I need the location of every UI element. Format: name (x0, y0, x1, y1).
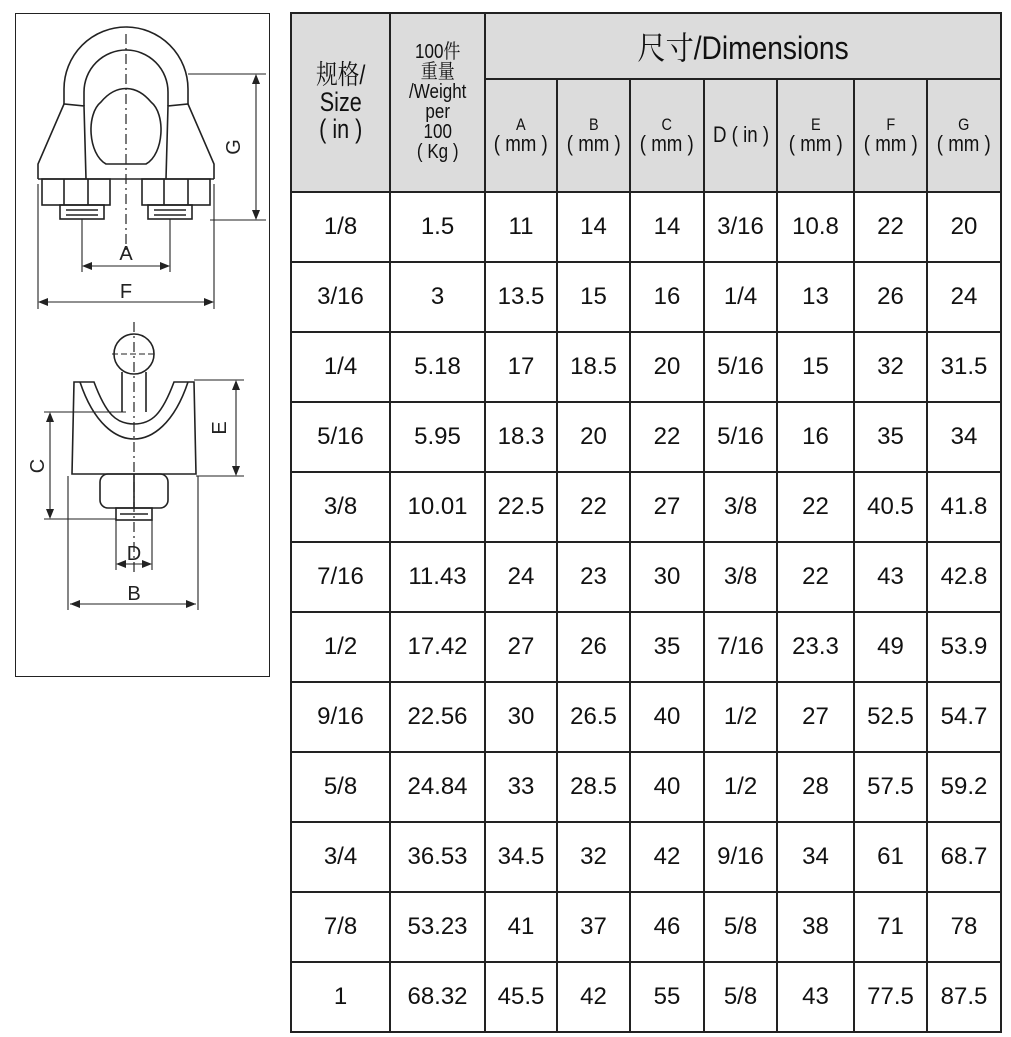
table-cell: 32 (854, 332, 927, 402)
table-row (291, 612, 1001, 682)
unit-header-letter: A (516, 114, 526, 134)
table-row (291, 752, 1001, 822)
table-cell: 20 (927, 192, 1001, 262)
unit-header-unit: ( mm ) (937, 130, 992, 156)
table-cell: 27 (777, 682, 854, 752)
header-weight (390, 13, 485, 192)
table-cell: 34.5 (485, 822, 557, 892)
table-cell: 68.7 (927, 822, 1001, 892)
header-dimensions (485, 13, 1001, 79)
table-cell: 3/8 (704, 472, 777, 542)
table-cell: 28 (777, 752, 854, 822)
table-row (291, 192, 1001, 262)
unit-header-cell (630, 79, 704, 192)
table-row (291, 822, 1001, 892)
table-cell: 22.56 (390, 682, 485, 752)
table-cell: 20 (630, 332, 704, 402)
table-cell: 3/8 (704, 542, 777, 612)
table-cell: 5/16 (704, 402, 777, 472)
table-cell: 15 (777, 332, 854, 402)
unit-header-letter: E (810, 114, 821, 134)
unit-header-unit: ( mm ) (493, 130, 549, 156)
table-cell: 34 (777, 822, 854, 892)
table-cell: 3/16 (291, 262, 390, 332)
table-cell: 34 (927, 402, 1001, 472)
table-row (291, 962, 1001, 1032)
table-row (291, 892, 1001, 962)
table-cell: 10.8 (777, 192, 854, 262)
table-cell: 1/4 (704, 262, 777, 332)
unit-header-unit: ( mm ) (639, 130, 695, 156)
table-cell: 53.23 (390, 892, 485, 962)
table-cell: 31.5 (927, 332, 1001, 402)
table-cell: 22 (557, 472, 630, 542)
table-cell: 37 (557, 892, 630, 962)
table-cell: 57.5 (854, 752, 927, 822)
table-cell: 16 (777, 402, 854, 472)
table-cell: 24.84 (390, 752, 485, 822)
unit-header-cell (927, 79, 1001, 192)
table-cell: 87.5 (927, 962, 1001, 1032)
dim-label-e: E (209, 421, 231, 435)
table-row (291, 332, 1001, 402)
wire-rope-clip-drawing (16, 14, 271, 678)
table-cell: 27 (630, 472, 704, 542)
table-cell: 35 (630, 612, 704, 682)
table-cell: 38 (777, 892, 854, 962)
unit-header-unit: ( mm ) (566, 130, 621, 156)
table-cell: 17.42 (390, 612, 485, 682)
table-cell: 41.8 (927, 472, 1001, 542)
table-cell: 11.43 (390, 542, 485, 612)
table-cell: 78 (927, 892, 1001, 962)
table-row (291, 262, 1001, 332)
dim-label-d: D (126, 543, 142, 565)
table-cell: 1 (291, 962, 390, 1032)
drawing-panel (15, 13, 270, 677)
table-cell: 23.3 (777, 612, 854, 682)
table-cell: 61 (854, 822, 927, 892)
table-cell: 36.53 (390, 822, 485, 892)
table-cell: 40 (630, 682, 704, 752)
unit-header-unit: ( mm ) (863, 130, 918, 156)
table-cell: 1/2 (704, 682, 777, 752)
table-cell: 40 (630, 752, 704, 822)
table-cell: 54.7 (927, 682, 1001, 752)
table-cell: 42 (630, 822, 704, 892)
table-cell: 43 (854, 542, 927, 612)
table-cell: 71 (854, 892, 927, 962)
table-cell: 30 (485, 682, 557, 752)
table-cell: 5/8 (704, 892, 777, 962)
table-cell: 35 (854, 402, 927, 472)
table-cell: 10.01 (390, 472, 485, 542)
table-cell: 1/2 (291, 612, 390, 682)
table-cell: 15 (557, 262, 630, 332)
table-cell: 43 (777, 962, 854, 1032)
table-cell: 33 (485, 752, 557, 822)
table-cell: 22 (777, 472, 854, 542)
table-cell: 20 (557, 402, 630, 472)
unit-header-cell (557, 79, 630, 192)
table-cell: 11 (485, 192, 557, 262)
unit-header-cell (854, 79, 927, 192)
table-cell: 1.5 (390, 192, 485, 262)
table-cell: 49 (854, 612, 927, 682)
side-view (44, 322, 244, 610)
table-cell: 59.2 (927, 752, 1001, 822)
table-cell: 13.5 (485, 262, 557, 332)
header-size (291, 13, 390, 192)
table-row (291, 472, 1001, 542)
unit-header-cell (777, 79, 854, 192)
header-dimensions-label: 尺寸/Dimensions (637, 30, 849, 66)
unit-header-unit: ( mm ) (788, 130, 843, 156)
unit-header-cell (485, 79, 557, 192)
table-cell: 18.3 (485, 402, 557, 472)
table-cell: 5/8 (291, 752, 390, 822)
unit-header-letter: G (958, 114, 970, 134)
dim-label-g: G (223, 139, 245, 155)
table-row (291, 542, 1001, 612)
table-cell: 30 (630, 542, 704, 612)
table-cell: 41 (485, 892, 557, 962)
table-cell: 68.32 (390, 962, 485, 1032)
table-cell: 5/16 (291, 402, 390, 472)
table-cell: 45.5 (485, 962, 557, 1032)
table-cell: 1/8 (291, 192, 390, 262)
header-size-label: 规格/ Size ( in ) (315, 60, 366, 144)
unit-header-letter: F (886, 114, 895, 134)
unit-header-letter: B (588, 114, 599, 134)
table-cell: 26 (854, 262, 927, 332)
table-cell: 13 (777, 262, 854, 332)
table-cell: 42 (557, 962, 630, 1032)
table-cell: 22 (777, 542, 854, 612)
table-cell: 7/16 (704, 612, 777, 682)
table-cell: 17 (485, 332, 557, 402)
table-cell: 9/16 (291, 682, 390, 752)
unit-header-letter: C (661, 114, 673, 134)
table-cell: 53.9 (927, 612, 1001, 682)
table-cell: 40.5 (854, 472, 927, 542)
dim-label-f: F (119, 281, 133, 303)
table-cell: 26 (557, 612, 630, 682)
table-cell: 46 (630, 892, 704, 962)
table-cell: 14 (557, 192, 630, 262)
table-cell: 52.5 (854, 682, 927, 752)
table-cell: 5/8 (704, 962, 777, 1032)
table-cell: 5/16 (704, 332, 777, 402)
table-cell: 7/8 (291, 892, 390, 962)
table-cell: 5.95 (390, 402, 485, 472)
table-cell: 1/2 (704, 752, 777, 822)
table-cell: 3/16 (704, 192, 777, 262)
table-cell: 7/16 (291, 542, 390, 612)
table-cell: 24 (485, 542, 557, 612)
table-cell: 1/4 (291, 332, 390, 402)
table-cell: 27 (485, 612, 557, 682)
table-cell: 14 (630, 192, 704, 262)
table-cell: 42.8 (927, 542, 1001, 612)
table-cell: 22.5 (485, 472, 557, 542)
table-cell: 32 (557, 822, 630, 892)
table-cell: 55 (630, 962, 704, 1032)
table-cell: 22 (630, 402, 704, 472)
table-cell: 9/16 (704, 822, 777, 892)
table-cell: 26.5 (557, 682, 630, 752)
table-cell: 77.5 (854, 962, 927, 1032)
table-cell: 18.5 (557, 332, 630, 402)
table-cell: 5.18 (390, 332, 485, 402)
unit-header-cell (704, 79, 777, 192)
table-row (291, 682, 1001, 752)
table-cell: 3/8 (291, 472, 390, 542)
unit-header-unit: D ( in ) (712, 122, 769, 147)
table-cell: 24 (927, 262, 1001, 332)
table-body (291, 192, 1001, 1032)
table-cell: 16 (630, 262, 704, 332)
top-view (38, 27, 266, 309)
table-cell: 22 (854, 192, 927, 262)
dim-label-c: C (27, 458, 49, 474)
table-cell: 23 (557, 542, 630, 612)
dim-label-b: B (127, 583, 141, 605)
table-cell: 3/4 (291, 822, 390, 892)
header-weight-label: 100件 重量 /Weight per 100 ( Kg ) (408, 41, 467, 163)
dim-label-a: A (119, 243, 133, 265)
table-row (291, 402, 1001, 472)
dimensions-table (290, 12, 1002, 1033)
table-cell: 28.5 (557, 752, 630, 822)
table-cell: 3 (390, 262, 485, 332)
